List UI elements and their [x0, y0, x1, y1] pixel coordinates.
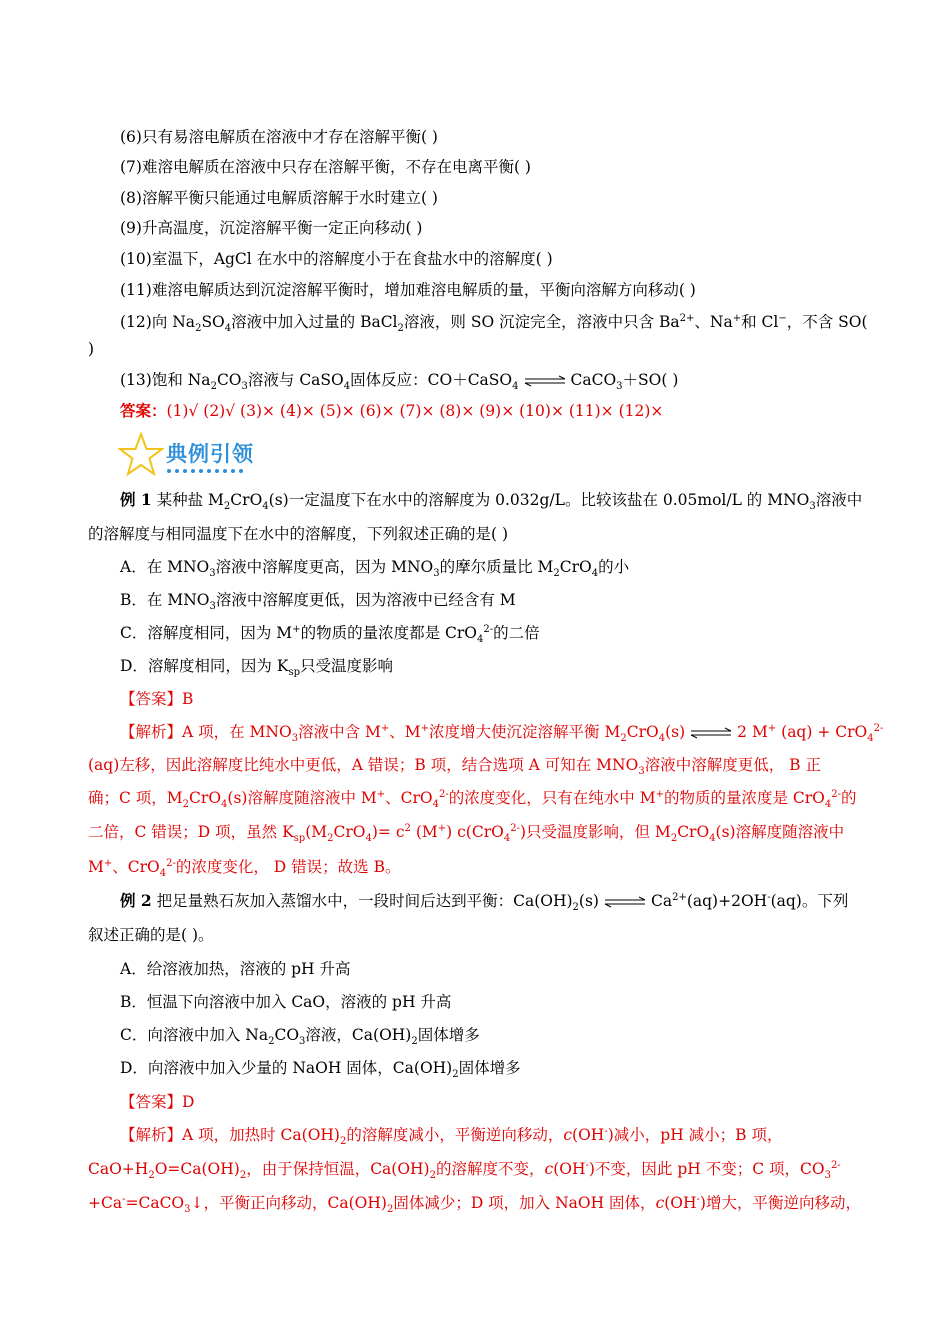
answer-label: 答案： [120, 401, 167, 420]
ex2-option-c: C．向溶液中加入 $Na_2CO_3$溶液，$Ca(OH)_2$固体增多 [120, 1026, 480, 1048]
equilibrium-arrow-icon [603, 896, 647, 908]
ex1-option-d: D．溶解度相同，因为 $K_{sp}$只受温度影响 [120, 657, 393, 679]
judge-item-12-end: ) [88, 340, 95, 358]
judge-item-8: (8)溶解平衡只能通过电解质溶解于水时建立( ) [120, 189, 438, 207]
banner-dots-icon [166, 468, 276, 474]
ex1-question-line2: 的溶解度与相同温度下在水中的溶解度，下列叙述正确的是( ) [88, 525, 509, 543]
judge-item-11: (11)难溶电解质达到沉淀溶解平衡时，增加难溶电解质的量，平衡向溶解方向移动( ) [120, 281, 696, 299]
ex2-analysis-line3: +Ca-=CaCO$_3$↓，平衡正向移动，$Ca(OH)_2$固体减少；D 项，加入 NaOH 固体，c(OH-)增大，平衡逆向移动， [88, 1193, 861, 1216]
judge-item-6: (6)只有易溶电解质在溶液中才存在溶解平衡( ) [120, 128, 438, 146]
ex1-answer: 【答案】B [120, 690, 194, 708]
star-icon [118, 432, 164, 478]
judge-item-9: (9)升高温度，沉淀溶解平衡一定正向移动( ) [120, 219, 423, 237]
judge-item-7: (7)难溶电解质在溶液中只存在溶解平衡，不存在电离平衡( ) [120, 158, 531, 176]
ex1-analysis-line5: M+、CrO$_4^{2-}$的浓度变化， D 错误；故选 B。 [88, 857, 401, 880]
ex2-analysis-line1: 【解析】A 项，加热时 $Ca(OH)_2$的溶解度减小，平衡逆向移动，c(OH-)减小，pH 减小；B 项， [120, 1125, 783, 1148]
ex1-option-a: A．在 $MNO_3$溶液中溶解度更高，因为 $MNO_3$的摩尔质量比 $M_2CrO_4$的小 [120, 558, 630, 580]
equilibrium-arrow-icon [523, 375, 567, 387]
ex2-option-d: D．向溶液中加入少量的 NaOH 固体，$Ca(OH)_2$固体增多 [120, 1059, 521, 1081]
ex2-option-b: B．恒温下向溶液中加入 CaO，溶液的 pH 升高 [120, 993, 452, 1011]
ex2-analysis-line2: $CaO+H_2O=Ca(OH)_2$，由于保持恒温，$Ca(OH)_2$的溶解度不变，c(OH-)不变，因此 pH 不变；C 项，$CO_3^{2-}$ [88, 1159, 841, 1182]
banner-title: 典例引领 [166, 442, 254, 466]
ex1-analysis-line1: 【解析】A 项，在 $MNO_3$溶液中含 M+、M+浓度增大使沉淀溶解平衡 $M_2CrO_4(s)$ 2 M+ (aq) + CrO$_4^{2-}$ [120, 722, 884, 745]
ex1-question-line1: 例 1 某种盐 $M_2CrO_4(s)$一定温度下在水中的溶解度为 0.032g/L。比较该盐在 0.05mol/L 的 $MNO_3$溶液中 [120, 490, 863, 513]
answer-text: (1)√ (2)√ (3)× (4)× (5)× (6)× (7)× (8)× (9)× (10)× (11)× (12)× [166, 402, 664, 420]
ex1-analysis-line3: 确；C 项，$M_2CrO_4(s)$溶解度随溶液中 M+、CrO$_4^{2-}$的浓度变化，只有在纯水中 M+的物质的量浓度是 CrO$_4^{2-}$的 [88, 788, 857, 811]
ex2-option-a: A．给溶液加热，溶液的 pH 升高 [120, 960, 351, 978]
judge-item-13: (13)饱和 $Na_2CO_3$溶液与 CaSO$_4$固体反应：CO＋CaSO$_4$ CaCO$_3$＋SO( ) [120, 371, 679, 393]
ex2-answer: 【答案】D [120, 1093, 195, 1111]
equilibrium-arrow-icon [689, 727, 733, 739]
judge-item-10: (10)室温下，AgCl 在水中的溶解度小于在食盐水中的溶解度( ) [120, 250, 553, 268]
ex2-question-line2: 叙述正确的是( )。 [88, 926, 214, 944]
section-banner [118, 432, 268, 478]
judge-answers [120, 400, 880, 422]
ex1-analysis-line4: 二倍，C 错误；D 项，虽然 $K_{sp}(M_2CrO_4)= c^2$ (M+) c(CrO$_4^{2-}$)只受温度影响，但 $M_2CrO_4(s)$溶解度随溶液中 [88, 822, 845, 845]
ex2-question-line1: 例 2 把足量熟石灰加入蒸馏水中，一段时间后达到平衡：$Ca(OH)_2(s)$ $Ca^{2+}(aq)+2OH^-(aq)$。下列 [120, 891, 849, 914]
ex1-analysis-line2: (aq)左移，因此溶解度比纯水中更低，A 错误；B 项，结合选项 A 可知在 $MNO_3$溶液中溶解度更低， B 正 [88, 756, 821, 778]
ex1-option-b: B．在 $MNO_3$溶液中溶解度更低，因为溶液中已经含有 M [120, 591, 516, 613]
judge-item-12: (12)向 $Na_2SO_4$溶液中加入过量的 BaCl$_2$溶液，则 SO 沉淀完全，溶液中只含 $Ba^{2+}$、Na+和 Cl−，不含 SO( [120, 312, 868, 335]
ex1-option-c: C．溶解度相同，因为 M+的物质的量浓度都是 CrO$_4^{2-}$的二倍 [120, 623, 540, 646]
